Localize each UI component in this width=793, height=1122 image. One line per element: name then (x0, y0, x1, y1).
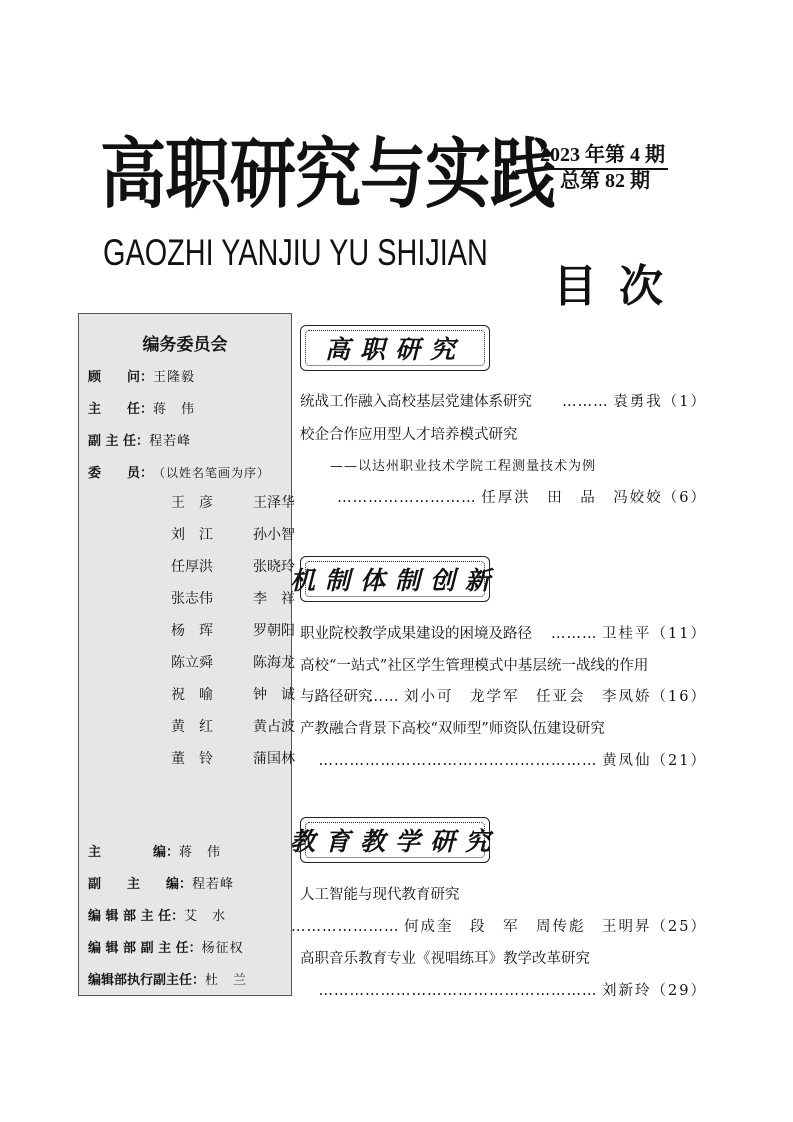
deputy-chief-editor-row (88, 873, 234, 892)
advisor-row (88, 366, 195, 385)
members-order-note: （以姓名笔画为序） (153, 466, 271, 480)
toc-entry-authors: 袁勇我（1） (613, 394, 707, 410)
editorial-deputy-director-name: 杨征权 (201, 941, 244, 956)
toc-entry-title[interactable]: 校企合作应用型人才培养模式研究 (300, 427, 518, 443)
member-name: 钟 诚 (253, 687, 295, 703)
deputy-director-row (88, 430, 191, 449)
members-label: 委 员： (88, 466, 154, 481)
toc-entry-title[interactable]: 产教融合背景下高校“双师型”师资队伍建设研究 (300, 721, 605, 737)
editorial-board-title: 编务委员会 (142, 335, 228, 355)
member-name: 黄占波 (253, 719, 295, 735)
toc-entry-author-line (291, 915, 707, 936)
toc-heading: 目次 (553, 261, 685, 312)
deputy-director-name: 程若峰 (149, 434, 192, 449)
member-name: 王 彦 (171, 495, 213, 511)
editorial-exec-deputy-name: 杜 兰 (205, 973, 248, 988)
member-name: 黄 红 (171, 719, 213, 735)
section-title: 高职研究 (324, 335, 465, 364)
editorial-director-name: 艾 水 (184, 909, 227, 924)
toc-entry-authors: 何成奎 段 军 周传彪 王明昇（25） (404, 919, 707, 935)
section-title: 教育教学研究 (290, 827, 501, 856)
editorial-board-panel (78, 313, 295, 996)
toc-entry-title[interactable]: 高校“一站式”社区学生管理模式中基层统一战线的作用 (300, 658, 649, 674)
member-name: 陈海龙 (253, 655, 295, 671)
leader-dots: ……… (550, 626, 598, 642)
section-banner-research (300, 325, 490, 371)
chief-editor-row (88, 841, 221, 860)
toc-entry-authors: 刘新玲（29） (602, 983, 707, 999)
toc-entry-author-line (318, 979, 707, 1000)
toc-entry-author-line (337, 486, 707, 507)
member-name: 王泽华 (253, 495, 295, 511)
toc-entry-author-line (318, 749, 707, 770)
member-name: 张志伟 (171, 591, 213, 607)
toc-entry-title[interactable]: 统战工作融入高校基层党建体系研究 (300, 394, 532, 410)
toc-entry-title-continued[interactable]: 与路径研究 (300, 689, 373, 705)
director-row (88, 398, 195, 417)
toc-entry-title[interactable]: 高职音乐教育专业《视唱练耳》教学改革研究 (300, 951, 590, 967)
deputy-chief-editor-label: 副 主 编： (88, 877, 193, 892)
advisor-label: 顾 问： (88, 370, 154, 385)
member-name: 任厚洪 (171, 559, 213, 575)
toc-entry-authors: 卫桂平（11） (602, 626, 707, 642)
member-name: 罗朝阳 (253, 623, 295, 639)
member-name: 陈立舜 (171, 655, 213, 671)
toc-entry-title[interactable]: 职业院校教学成果建设的困境及路径 (300, 626, 532, 642)
leader-dots: ……… (562, 394, 609, 410)
editorial-exec-deputy-row (88, 969, 247, 988)
toc-entry-authors: 刘小可 龙学军 任亚会 李凤娇（16） (404, 689, 707, 705)
member-row (171, 492, 335, 512)
editorial-exec-deputy-label: 编辑部执行副主任： (88, 973, 206, 988)
issue-number: 2023 年第 4 期 (540, 138, 668, 170)
section-banner-teaching (290, 817, 501, 863)
members-label-row (88, 462, 270, 481)
member-name: 张晓玲 (253, 559, 295, 575)
toc-entry-author-line (562, 390, 707, 411)
editorial-director-row (88, 905, 226, 924)
journal-pinyin-title: GAOZHI YANJIU YU SHIJIAN (103, 232, 488, 273)
journal-title: 高职研究与实践 (100, 130, 555, 219)
editorial-deputy-director-row (88, 937, 244, 956)
chief-editor-label: 主 编： (88, 845, 180, 860)
total-issue-number: 总第 82 期 (560, 170, 650, 192)
chief-editor-name: 蒋 伟 (179, 845, 222, 860)
advisor-name: 王隆毅 (153, 370, 196, 385)
leader-dots: ……………………………………………… (318, 983, 598, 999)
deputy-director-label: 副 主 任： (88, 434, 150, 449)
director-name: 蒋 伟 (153, 402, 196, 417)
section-banner-mechanism (290, 556, 501, 602)
editorial-director-label: 编 辑 部 主 任： (88, 909, 185, 924)
leader-dots: ………………… (290, 919, 400, 935)
member-row (171, 748, 335, 768)
editorial-deputy-director-label: 编 辑 部 副 主 任： (88, 941, 202, 956)
member-name: 杨 珲 (171, 623, 213, 639)
leader-dots: …… (368, 689, 400, 705)
toc-entry-subtitle: ——以达州职业技术学院工程测量技术为例 (330, 459, 597, 474)
member-name: 李 祥 (253, 591, 295, 607)
toc-entry-authors: 黄凤仙（21） (602, 753, 707, 769)
member-name: 蒲国林 (253, 751, 295, 767)
section-title: 机制体制创新 (290, 566, 501, 595)
leader-dots: ……………………………………………… (318, 753, 598, 769)
toc-entry-authors: 任厚洪 田 品 冯姣姣（6） (481, 490, 707, 506)
member-row (171, 524, 335, 544)
member-name: 刘 江 (171, 527, 213, 543)
deputy-chief-editor-name: 程若峰 (192, 877, 235, 892)
member-name: 董 铃 (171, 751, 213, 767)
leader-dots: ……………………… (337, 490, 477, 506)
toc-entry-author-line (551, 622, 707, 643)
director-label: 主 任： (88, 402, 154, 417)
member-name: 孙小智 (253, 527, 295, 543)
member-name: 祝 喻 (171, 687, 213, 703)
toc-entry-author-line (368, 685, 707, 706)
toc-entry-title[interactable]: 人工智能与现代教育研究 (300, 887, 460, 903)
